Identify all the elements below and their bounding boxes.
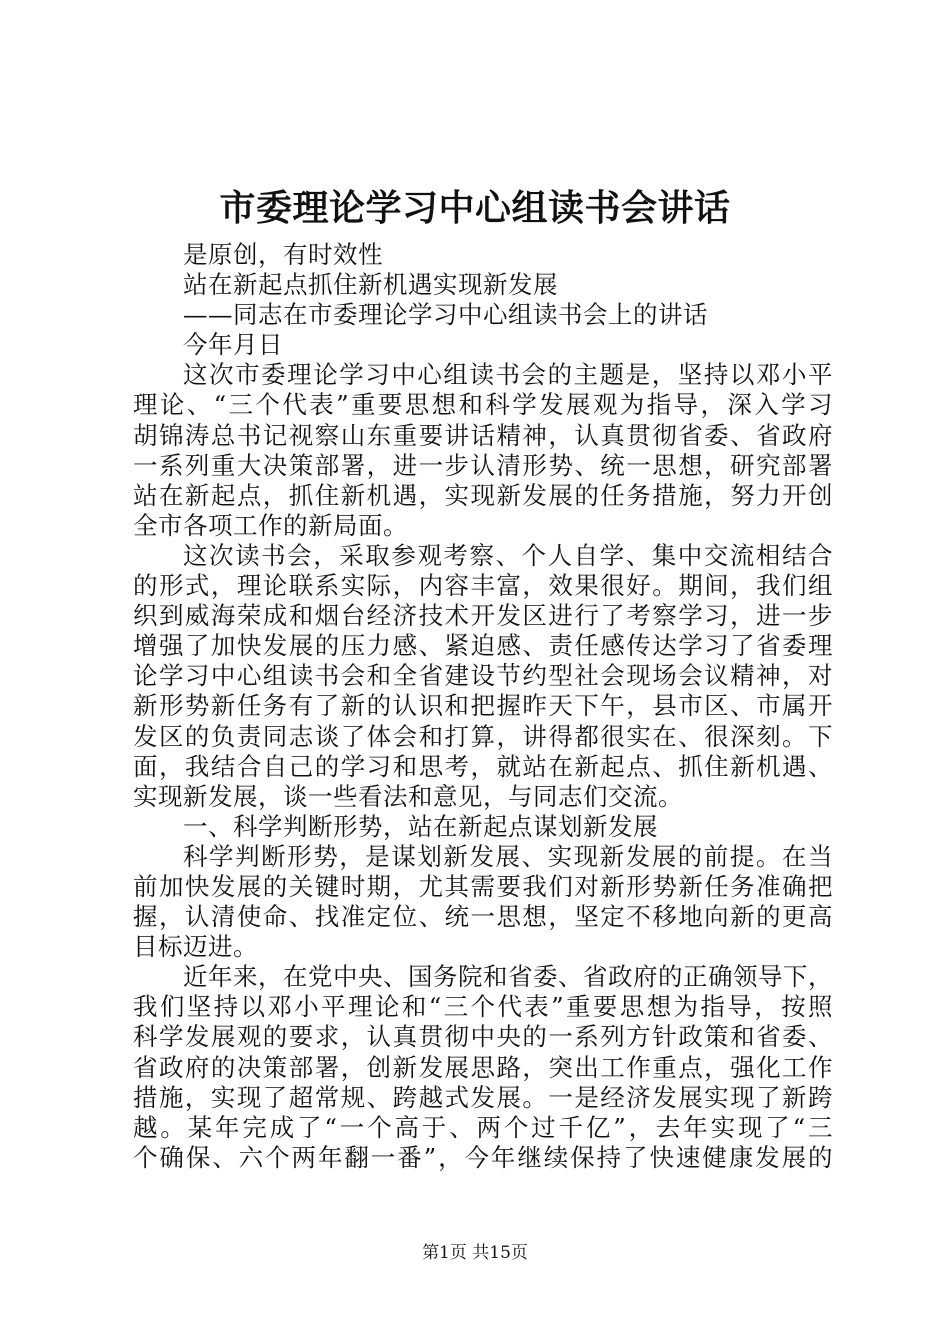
body-text-line: 一系列重大决策部署，进一步认清形势、统一思想，研究部署 bbox=[133, 450, 833, 480]
page-footer: 第1页 共15页 bbox=[422, 1243, 528, 1263]
body-text-line: 措施，实现了超常规、跨越式发展。一是经济发展实现了新跨 bbox=[133, 1082, 833, 1112]
body-text-line: 的形式，理论联系实际，内容丰富，效果很好。期间，我们组 bbox=[133, 571, 833, 601]
body-text-line: 发区的负责同志谈了体会和打算，讲得都很实在、很深刻。下 bbox=[133, 721, 833, 751]
body-text-line: 今年月日 bbox=[183, 330, 283, 360]
body-text-line: 科学判断形势，是谋划新发展、实现新发展的前提。在当 bbox=[183, 841, 833, 871]
body-text-line: ——同志在市委理论学习中心组读书会上的讲话 bbox=[183, 300, 708, 330]
body-text-line: 握，认清使命、找准定位、统一思想，坚定不移地向新的更高 bbox=[133, 902, 833, 932]
body-text-line: 是原创，有时效性 bbox=[183, 240, 383, 269]
body-text-line: 这次读书会，采取参观考察、个人自学、集中交流相结合 bbox=[183, 540, 833, 570]
body-text-line: 我们坚持以邓小平理论和“三个代表”重要思想为指导，按照 bbox=[133, 992, 833, 1022]
body-text-line: 科学发展观的要求，认真贯彻中央的一系列方针政策和省委、 bbox=[133, 1022, 833, 1052]
body-text-line: 近年来，在党中央、国务院和省委、省政府的正确领导下， bbox=[183, 962, 833, 992]
body-text-line: 站在新起点抓住新机遇实现新发展 bbox=[183, 270, 558, 300]
body-text-line: 个确保、六个两年翻一番”，今年继续保持了快速健康发展的 bbox=[133, 1142, 833, 1172]
body-text-line: 增强了加快发展的压力感、紧迫感、责任感传达学习了省委理 bbox=[133, 631, 833, 661]
body-text-line: 论学习中心组读书会和全省建设节约型社会现场会议精神，对 bbox=[133, 661, 833, 691]
body-text-line: 胡锦涛总书记视察山东重要讲话精神，认真贯彻省委、省政府 bbox=[133, 420, 833, 450]
document-title: 市委理论学习中心组读书会讲话 bbox=[219, 187, 731, 229]
body-text-line: 省政府的决策部署，创新发展思路，突出工作重点，强化工作 bbox=[133, 1052, 833, 1082]
body-text-line: 一、科学判断形势，站在新起点谋划新发展 bbox=[183, 811, 658, 841]
body-text-line: 前加快发展的关键时期，尤其需要我们对新形势新任务准确把 bbox=[133, 871, 833, 901]
body-text-line: 全市各项工作的新局面。 bbox=[133, 510, 408, 540]
document-body bbox=[133, 240, 833, 1173]
body-text-line: 理论、“三个代表”重要思想和科学发展观为指导，深入学习 bbox=[133, 390, 833, 420]
body-text-line: 新形势新任务有了新的认识和把握昨天下午，县市区、市属开 bbox=[133, 691, 833, 721]
body-text-line: 越。某年完成了“一个高于、两个过千亿”，去年实现了“三 bbox=[133, 1112, 833, 1142]
body-text-line: 实现新发展，谈一些看法和意见，与同志们交流。 bbox=[133, 781, 683, 811]
body-text-line: 站在新起点，抓住新机遇，实现新发展的任务措施，努力开创 bbox=[133, 480, 833, 510]
body-text-line: 织到威海荣成和烟台经济技术开发区进行了考察学习，进一步 bbox=[133, 601, 833, 631]
body-text-line: 面，我结合自己的学习和思考，就站在新起点、抓住新机遇、 bbox=[133, 751, 833, 781]
body-text-line: 目标迈进。 bbox=[133, 932, 258, 962]
body-text-line: 这次市委理论学习中心组读书会的主题是，坚持以邓小平 bbox=[183, 360, 833, 390]
